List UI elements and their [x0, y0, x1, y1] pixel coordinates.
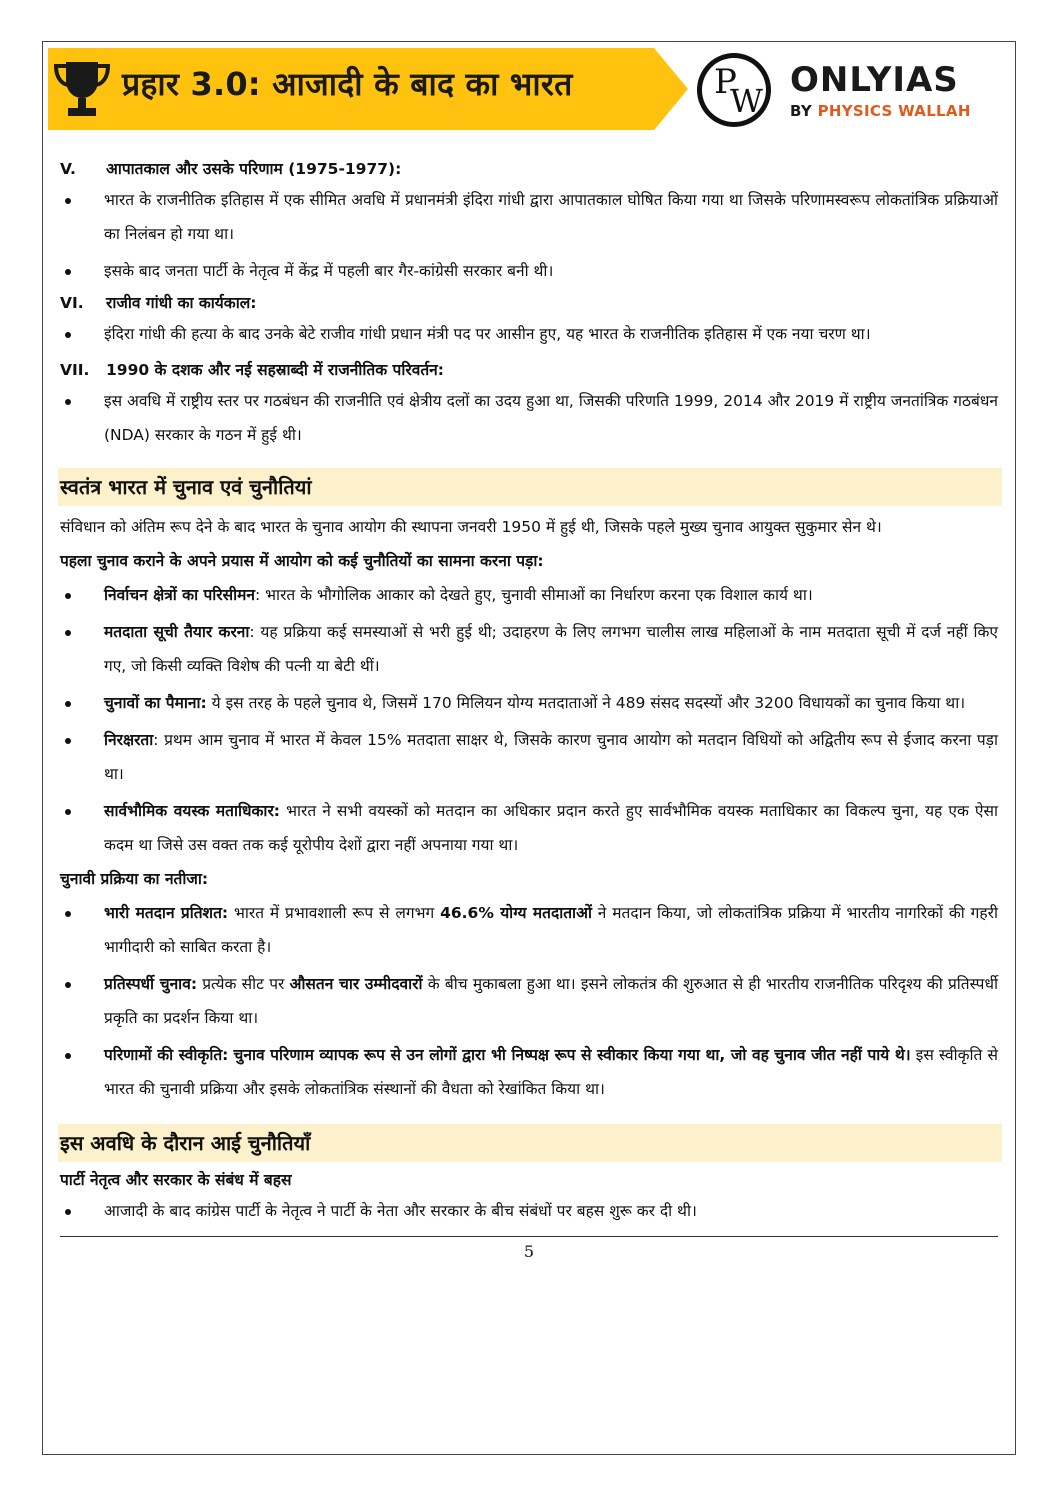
list-item-text: भारत के राजनीतिक इतिहास में एक सीमित अवधि में प्रधानमंत्री इंदिरा गांधी द्वारा आपातकाल घोषित किया गया था जिसके परिणामस्वरूप लोकतांत्रिक प्रक्रियाओं का निलंबन हो गया था।	[104, 191, 998, 243]
list-item	[60, 183, 998, 251]
elections-heading: स्वतंत्र भारत में चुनाव एवं चुनौतियां	[58, 468, 1002, 506]
item-label: मतदाता सूची तैयार करना	[104, 623, 250, 641]
elections-intro: संविधान को अंतिम रूप देने के बाद भारत के चुनाव आयोग की स्थापना जनवरी 1950 में हुई थी, जिसके पहले मुख्य चुनाव आयुक्त सुकुमार सेन थे।	[60, 518, 882, 536]
item-text: : भारत के भौगोलिक आकार को देखते हुए, चुनावी सीमाओं का निर्धारण करना एक विशाल कार्य था।	[255, 586, 813, 604]
list-item-text	[104, 615, 998, 683]
bullet-icon	[60, 615, 104, 683]
list-item	[60, 896, 998, 964]
pw-logo-w: W	[730, 82, 763, 120]
item-text: भारत ने सभी वयस्कों को मतदान का अधिकार प्रदान करते हुए सार्वभौमिक वयस्क मताधिकार का विकल्प चुना, यह एक ऐसा कदम था जिसे उस वक्त तक कई यूरोपीय देशों द्वारा नहीं अपनाया गया था।	[104, 802, 998, 854]
brand-physics-wallah: PHYSICS WALLAH	[817, 102, 971, 120]
page-number: 5	[523, 1242, 535, 1261]
brand-by: BY	[790, 102, 818, 120]
list-item-text: इसके बाद जनता पार्टी के नेतृत्व में केंद्र में पहली बार गैर-कांग्रेसी सरकार बनी थी।	[104, 262, 554, 280]
section-title: आपातकाल और उसके परिणाम (1975-1977):	[106, 160, 402, 178]
pw-logo	[697, 53, 771, 127]
bullet-icon	[60, 578, 104, 612]
item-text: प्रत्येक सीट पर	[197, 975, 290, 993]
item-text: के बीच मुकाबला हुआ था। इसने लोकतंत्र की शुरुआत से ही भारतीय राजनीतिक परिदृश्य की प्रतिस्पर्धी प्रकृति का प्रदर्शन किया था।	[104, 975, 998, 1027]
bullet-icon	[60, 686, 104, 720]
footer-divider	[60, 1236, 998, 1237]
list-item	[60, 317, 998, 351]
list-item	[60, 254, 998, 288]
item-text: : यह प्रक्रिया कई समस्याओं से भरी हुई थी; उदाहरण के लिए लगभग चालीस लाख महिलाओं के नाम मतदाता सूची में दर्ज नहीं किए गए, जो किसी व्यक्ति विशेष की पत्नी या बेटी थीं।	[104, 623, 998, 675]
list-item-text	[104, 1038, 998, 1106]
challenges-subheading: पहला चुनाव कराने के अपने प्रयास में आयोग को कई चुनौतियों का सामना करना पड़ा:	[60, 552, 544, 570]
page-title: प्रहार 3.0: आजादी के बाद का भारत	[122, 65, 573, 103]
section-number: V.	[60, 160, 76, 178]
list-item	[60, 723, 998, 791]
challenges-period-heading: इस अवधि के दौरान आई चुनौतियाँ	[58, 1124, 1002, 1162]
bullet-icon	[60, 384, 104, 452]
list-item	[60, 686, 998, 720]
bullet-icon	[60, 1038, 104, 1106]
list-item-text	[104, 896, 998, 964]
section-heading	[60, 290, 998, 317]
item-text: : प्रथम आम चुनाव में भारत में केवल 15% मतदाता साक्षर थे, जिसके कारण चुनाव आयोग को मतदान विधियों को अद्वितीय रूप से ईजाद करना पड़ा था।	[104, 731, 998, 783]
bullet-icon	[60, 896, 104, 964]
item-text: भारत में प्रभावशाली रूप से लगभग	[228, 904, 441, 922]
list-item	[60, 384, 998, 452]
item-label: प्रतिस्पर्धी चुनाव:	[104, 975, 198, 993]
pw-logo-p: P	[714, 62, 737, 102]
item-label: परिणामों की स्वीकृति:	[104, 1046, 229, 1064]
bullet-icon	[60, 794, 104, 862]
list-item	[60, 794, 998, 862]
section-title: राजीव गांधी का कार्यकाल:	[106, 294, 257, 312]
bullet-icon	[60, 183, 104, 251]
section-heading	[60, 357, 998, 384]
list-item-text	[104, 578, 998, 612]
page-content	[60, 154, 998, 1228]
bullet-icon	[60, 317, 104, 351]
list-item	[60, 578, 998, 612]
list-item	[60, 1038, 998, 1106]
item-label: निर्वाचन क्षेत्रों का परिसीमन	[104, 586, 256, 604]
trophy-icon	[52, 58, 112, 120]
bullet-icon	[60, 723, 104, 791]
item-label: निरक्षरता	[104, 731, 154, 749]
item-emphasis: 46.6% योग्य मतदाताओं	[440, 904, 592, 922]
list-item	[60, 1194, 998, 1228]
list-item	[60, 967, 998, 1035]
section-number: VI.	[60, 294, 84, 312]
list-item-text	[104, 967, 998, 1035]
list-item-text: इस अवधि में राष्ट्रीय स्तर पर गठबंधन की राजनीति एवं क्षेत्रीय दलों का उदय हुआ था, जिसकी परिणति 1999, 2014 और 2019 में राष्ट्रीय जनतांत्रिक गठबंधन (NDA) सरकार के गठन में हुई थी।	[104, 392, 998, 444]
item-label: भारी मतदान प्रतिशत:	[104, 904, 229, 922]
list-item	[60, 615, 998, 683]
item-label: चुनावों का पैमाना:	[104, 694, 207, 712]
item-label: सार्वभौमिक वयस्क मताधिकार:	[104, 802, 280, 820]
bullet-icon	[60, 254, 104, 288]
section-title: 1990 के दशक और नई सहस्राब्दी में राजनीतिक परिवर्तन:	[106, 361, 444, 379]
item-emphasis: चुनाव परिणाम व्यापक रूप से उन लोगों द्वारा भी निष्पक्ष रूप से स्वीकार किया गया था, जो वह चुनाव जीत नहीं पाये थे।	[233, 1046, 911, 1064]
section-number: VII.	[60, 361, 90, 379]
bullet-icon	[60, 1194, 104, 1228]
list-item-text	[104, 794, 998, 862]
bullet-icon	[60, 967, 104, 1035]
item-text: इस स्वीकृति से भारत की चुनावी प्रक्रिया और इसके लोकतांत्रिक संस्थानों की वैधता को रेखांकित किया था।	[104, 1046, 998, 1098]
brand-name: ONLYIAS	[790, 60, 959, 100]
list-item-text: आजादी के बाद कांग्रेस पार्टी के नेतृत्व ने पार्टी के नेता और सरकार के बीच संबंधों पर बहस शुरू कर दी थी।	[104, 1202, 697, 1220]
item-text: ये इस तरह के पहले चुनाव थे, जिसमें 170 मिलियन योग्य मतदाताओं ने 489 संसद सदस्यों और 3200 विधायकों का चुनाव किया था।	[206, 694, 966, 712]
section-heading	[60, 156, 998, 183]
item-emphasis: औसतन चार उम्मीदवारों	[289, 975, 423, 993]
brand-subtitle	[790, 102, 971, 120]
list-item-text: इंदिरा गांधी की हत्या के बाद उनके बेटे राजीव गांधी प्रधान मंत्री पद पर आसीन हुए, यह भारत के राजनीतिक इतिहास में एक नया चरण था।	[104, 325, 871, 343]
list-item-text	[104, 723, 998, 791]
list-item-text	[104, 686, 998, 720]
debate-subheading: पार्टी नेतृत्व और सरकार के संबंध में बहस	[60, 1171, 292, 1189]
item-text: ने मतदान किया, जो लोकतांत्रिक प्रक्रिया में भारतीय नागरिकों की गहरी भागीदारी को साबित करता है।	[104, 904, 998, 956]
results-subheading: चुनावी प्रक्रिया का नतीजा:	[60, 870, 209, 888]
